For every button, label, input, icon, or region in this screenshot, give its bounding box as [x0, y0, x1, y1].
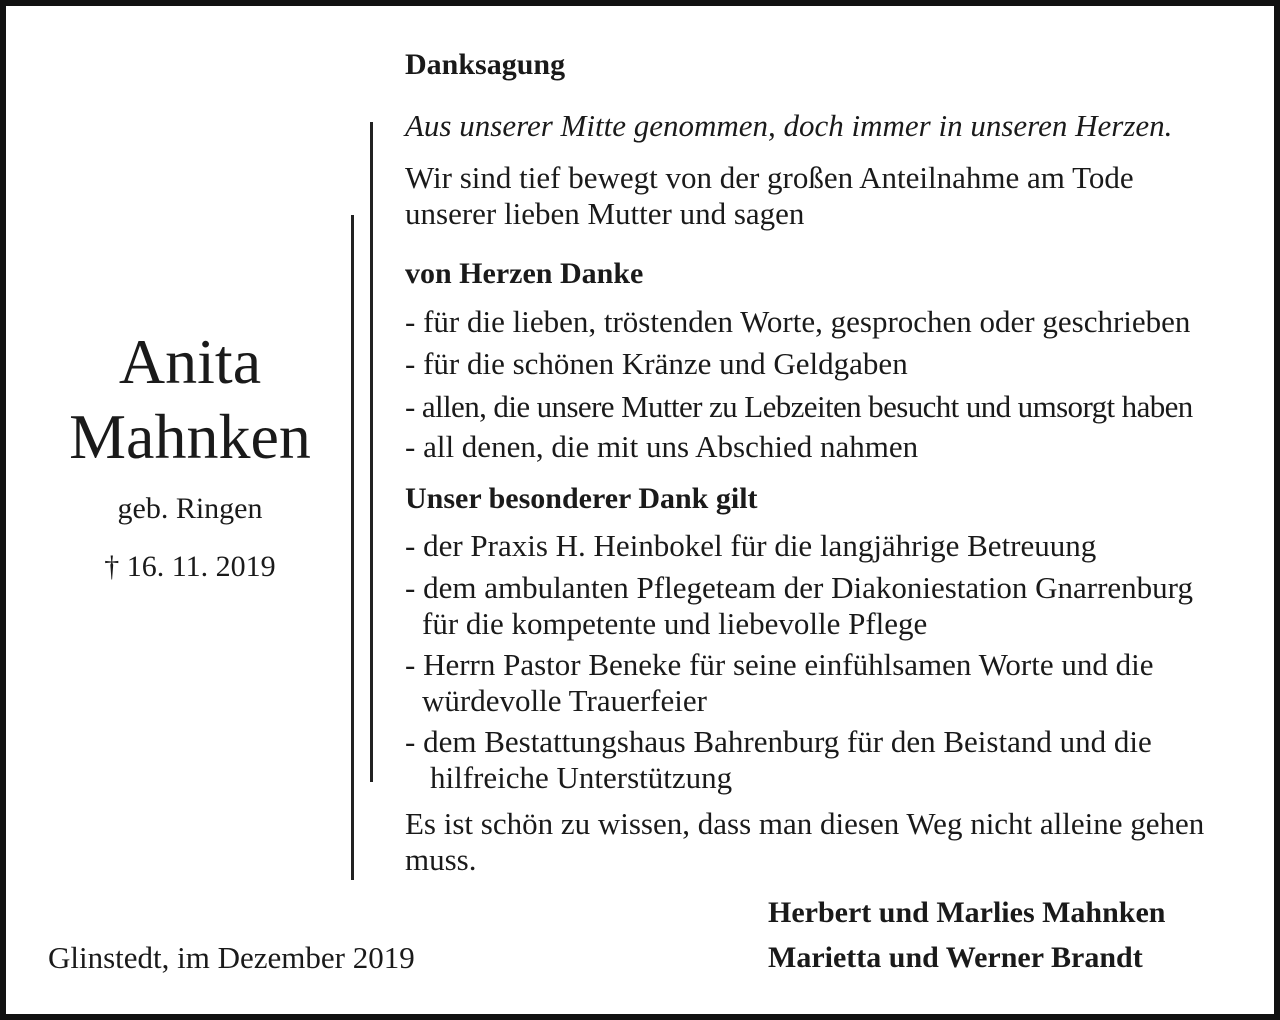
left-divider-rule — [351, 215, 354, 880]
intro-line-2: unserer lieben Mutter und sagen — [405, 196, 805, 231]
special-item: - Herrn Pastor Beneke für seine einfühlsamen Worte und die — [405, 647, 1154, 682]
thanks-item: - all denen, die mit uns Abschied nahmen — [405, 429, 919, 464]
intro-line-1: Wir sind tief bewegt von der großen Anteilnahme am Tode — [405, 160, 1134, 195]
first-name: Anita — [118, 326, 262, 397]
heading-danksagung: Danksagung — [405, 48, 566, 81]
motto: Aus unserer Mitte genommen, doch immer in unseren Herzen. — [405, 108, 1173, 143]
special-item: - der Praxis H. Heinbokel für die langjährige Betreuung — [405, 528, 1097, 563]
thanks-heading: von Herzen Danke — [405, 257, 644, 290]
death-date: † 16. 11. 2019 — [104, 550, 276, 583]
closing-line-2: muss. — [405, 842, 477, 877]
thanks-item: - für die lieben, tröstenden Worte, gesprochen oder geschrieben — [405, 304, 1191, 339]
maiden-name: geb. Ringen — [117, 492, 263, 525]
last-name: Mahnken — [69, 401, 311, 472]
special-item: - dem ambulanten Pflegeteam der Diakoniestation Gnarrenburg — [405, 570, 1193, 605]
special-item-continued: würdevolle Trauerfeier — [422, 683, 707, 718]
thanks-item: - für die schönen Kränze und Geldgaben — [405, 346, 908, 381]
special-item: - dem Bestattungshaus Bahrenburg für den Beistand und die — [405, 724, 1152, 759]
closing-line-1: Es ist schön zu wissen, dass man diesen Weg nicht alleine gehen — [405, 806, 1205, 841]
place-date: Glinstedt, im Dezember 2019 — [48, 940, 415, 975]
thanks-item: - allen, die unsere Mutter zu Lebzeiten besucht und umsorgt haben — [405, 389, 1193, 424]
right-divider-rule — [370, 122, 373, 782]
signature-line: Marietta und Werner Brandt — [768, 941, 1143, 974]
special-item-continued: hilfreiche Unterstützung — [430, 760, 733, 795]
special-item-continued: für die kompetente und liebevolle Pflege — [422, 606, 928, 641]
signature-line: Herbert und Marlies Mahnken — [768, 896, 1166, 929]
special-heading: Unser besonderer Dank gilt — [405, 482, 758, 515]
